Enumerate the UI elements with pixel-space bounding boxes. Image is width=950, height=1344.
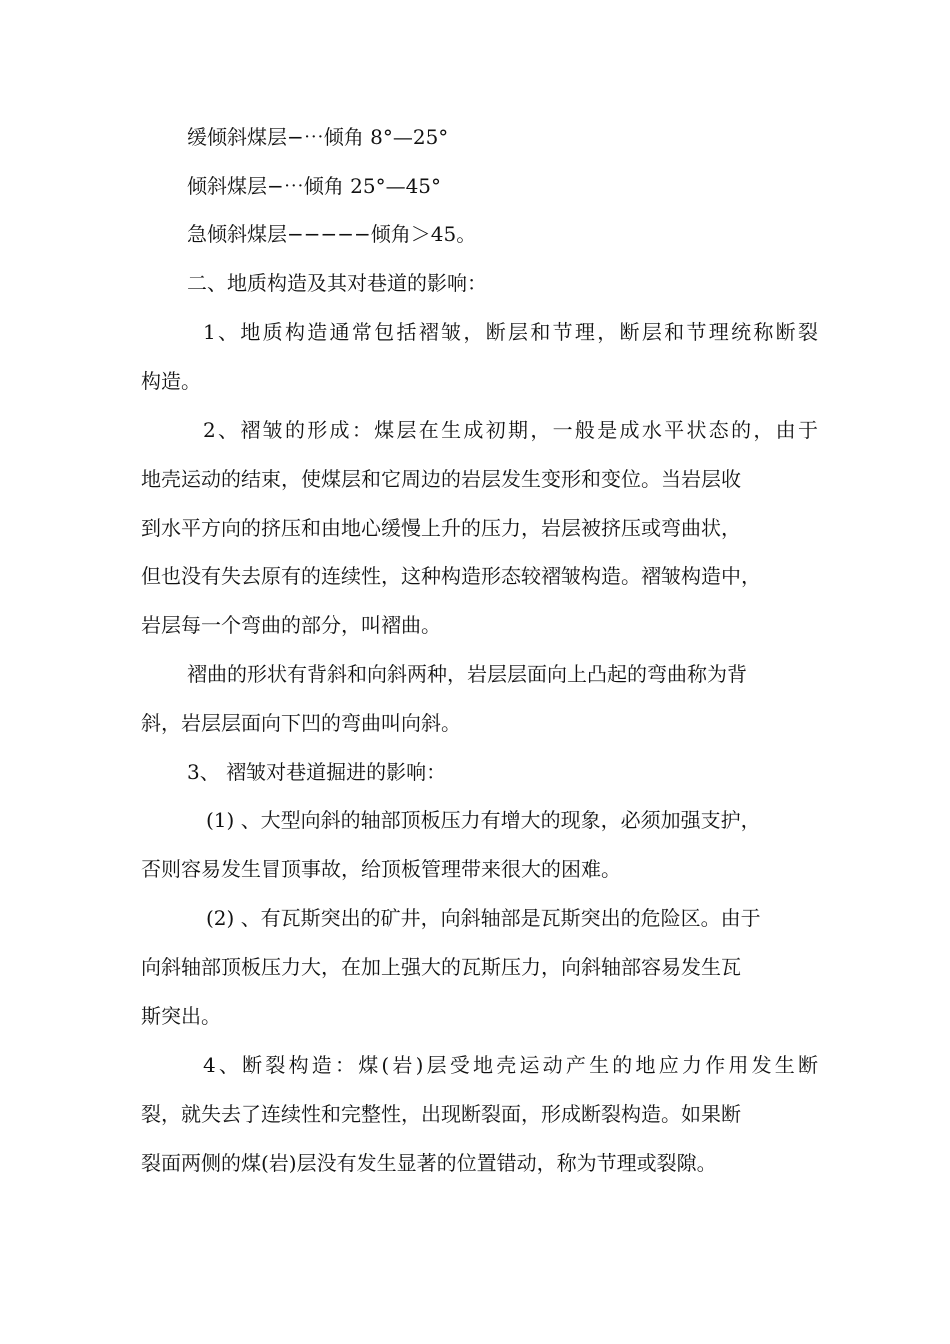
text-line: (2) 、有瓦斯突出的矿井，向斜轴部是瓦斯突出的危险区。由于: [206, 906, 761, 930]
text-line: 缓倾斜煤层−⋯倾角 8°—25°: [187, 125, 449, 149]
text-line: 地壳运动的结束，使煤层和它周边的岩层发生变形和变位。当岩层收: [141, 467, 741, 491]
text-line: 斜，岩层层面向下凹的弯曲叫向斜。: [141, 711, 461, 735]
text-line: 2、褶皱的形成：煤层在生成初期，一般是成水平状态的，由于: [203, 418, 818, 442]
text-line: 3、 褶皱对巷道掘进的影响：: [187, 760, 447, 784]
text-line: 到水平方向的挤压和由地心缓慢上升的压力，岩层被挤压或弯曲状，: [141, 516, 741, 540]
text-line: 构造。: [141, 369, 201, 393]
text-line: 4、断裂构造：煤(岩)层受地壳运动产生的地应力作用发生断: [203, 1053, 818, 1077]
text-line: 1、地质构造通常包括褶皱，断层和节理，断层和节理统称断裂: [203, 320, 818, 344]
text-line: 但也没有失去原有的连续性，这种构造形态较褶皱构造。褶皱构造中，: [141, 564, 761, 588]
text-line: 否则容易发生冒顶事故，给顶板管理带来很大的困难。: [141, 857, 621, 881]
section-heading: 二、地质构造及其对巷道的影响：: [187, 271, 487, 295]
text-line: 褶曲的形状有背斜和向斜两种，岩层层面向上凸起的弯曲称为背: [187, 662, 747, 686]
text-line: 急倾斜煤层−−−−−倾角＞45。: [187, 222, 477, 246]
text-line: (1) 、大型向斜的轴部顶板压力有增大的现象，必须加强支护，: [206, 808, 761, 832]
text-line: 斯突出。: [141, 1004, 221, 1028]
text-line: 岩层每一个弯曲的部分，叫褶曲。: [141, 613, 441, 637]
text-line: 裂面两侧的煤(岩)层没有发生显著的位置错动，称为节理或裂隙。: [141, 1151, 717, 1175]
text-line: 倾斜煤层−⋯倾角 25°—45°: [187, 174, 442, 198]
text-line: 裂，就失去了连续性和完整性，出现断裂面，形成断裂构造。如果断: [141, 1102, 741, 1126]
text-line: 向斜轴部顶板压力大，在加上强大的瓦斯压力，向斜轴部容易发生瓦: [141, 955, 741, 979]
